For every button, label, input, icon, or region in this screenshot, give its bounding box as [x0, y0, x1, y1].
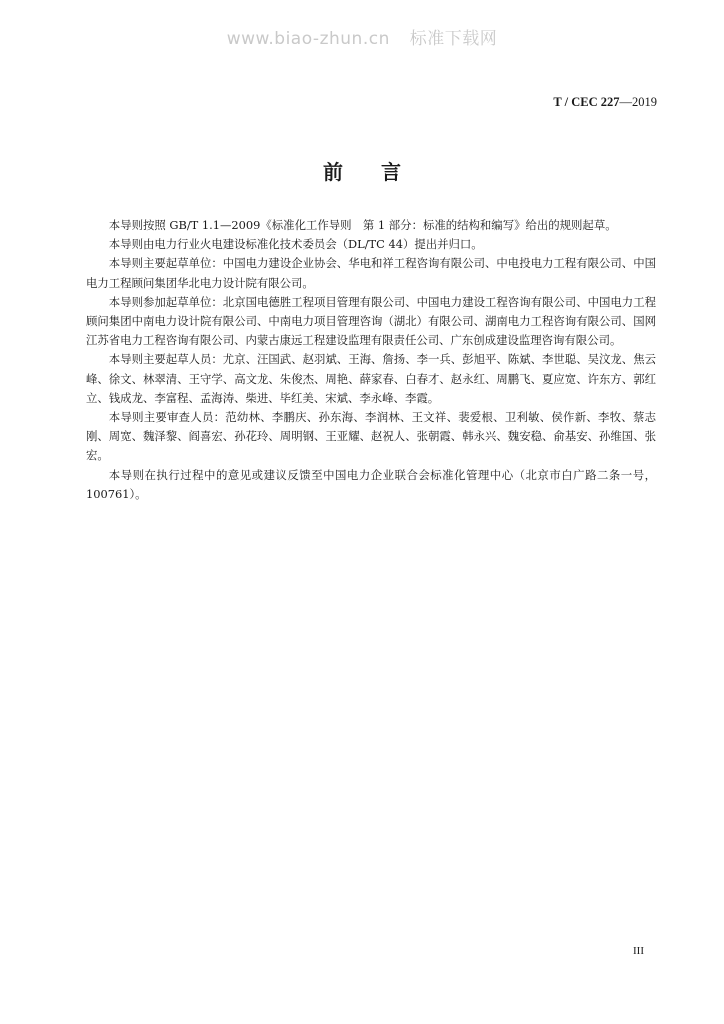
watermark	[0, 24, 724, 49]
standard-code-year: —2019	[619, 95, 657, 109]
paragraph-reviewers: 本导则主要审查人员：范幼林、李鹏庆、孙东海、李润林、王文祥、裴爱根、卫利敏、侯作新、李牧、蔡志刚、周宽、魏泽黎、阎喜宏、孙花玲、周明钢、王亚耀、赵祝人、张朝霞、韩永兴、魏安稳、俞基安、孙维国、张宏。	[86, 410, 656, 463]
watermark-name: 标准下载网	[409, 29, 498, 49]
page-number: III	[633, 945, 644, 957]
paragraph-drafting-rules: 本导则按照 GB/T 1.1—2009《标准化工作导则 第 1 部分：标准的结构和编写》给出的规则起草。	[108, 218, 617, 232]
paragraph-feedback: 本导则在执行过程中的意见或建议反馈至中国电力企业联合会标准化管理中心（北京市白广路二条一号，100761）。	[86, 467, 656, 501]
watermark-site: www.biao-zhun.cn	[226, 29, 390, 49]
paragraph-participating-units: 本导则参加起草单位：北京国电德胜工程项目管理有限公司、中国电力建设工程咨询有限公司、中国电力工程顾问集团中南电力设计院有限公司、中南电力项目管理咨询（湖北）有限公司、湖南电力工程咨询有限公司、国网江苏省电力工程咨询有限公司、内蒙古康远工程建设监理有限责任公司、广东创成建设监理咨询有限公司。	[86, 294, 656, 348]
standard-code	[553, 95, 657, 110]
paragraph-main-drafters: 本导则主要起草人员：尤京、汪国武、赵羽斌、王海、詹扬、李一兵、彭旭平、陈斌、李世聪、吴汶龙、焦云峰、徐文、林翠清、王守学、高文龙、朱俊杰、周艳、薛家春、白春才、赵永红、周鹏飞、夏应宽、许东方、郭红立、钱成龙、李富程、孟海涛、柴进、毕红美、宋斌、李永峰、李霞。	[86, 352, 656, 405]
standard-code-number: T / CEC 227	[553, 95, 620, 109]
foreword-body	[86, 216, 656, 504]
paragraph-committee: 本导则由电力行业火电建设标准化技术委员会（DL/TC 44）提出并归口。	[108, 237, 483, 252]
page-title: 前言	[323, 160, 439, 184]
paragraph-main-drafting-units: 本导则主要起草单位：中国电力建设企业协会、华电和祥工程咨询有限公司、中电投电力工程有限公司、中国电力工程顾问集团华北电力设计院有限公司。	[86, 256, 656, 290]
